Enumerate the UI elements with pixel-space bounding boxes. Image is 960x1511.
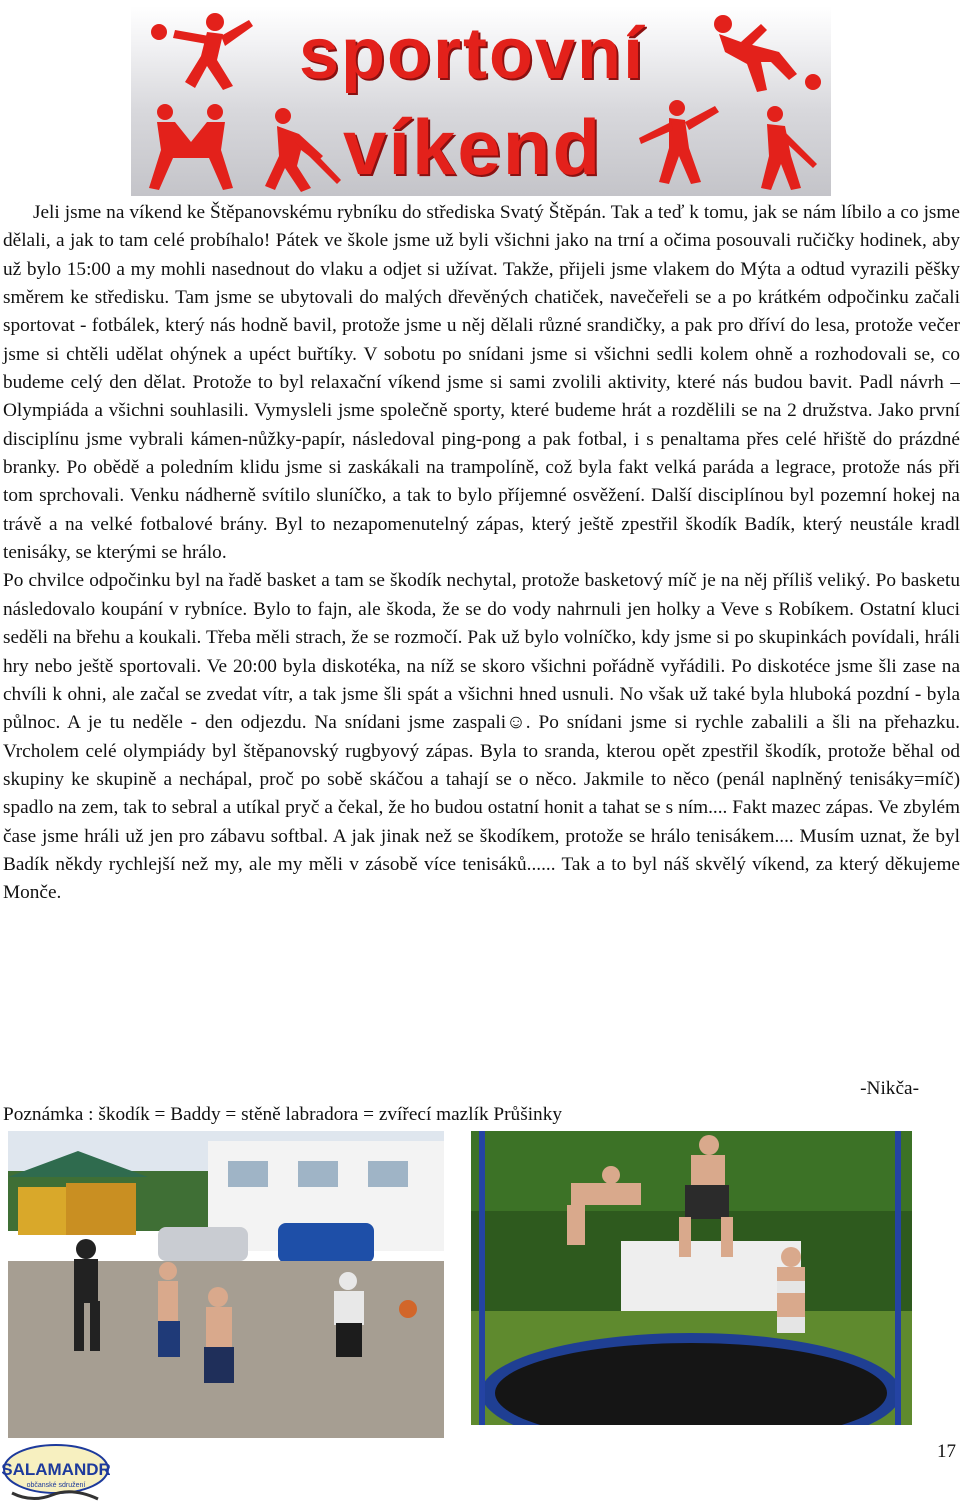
banner-title-word-2: víkend: [343, 103, 603, 191]
tennis-player-icon: [629, 98, 721, 188]
hockey-player-icon: [253, 106, 349, 192]
photo-trampoline: [471, 1131, 912, 1425]
salamandr-logo: [2, 1441, 110, 1503]
banner-title-word-1: sportovní: [299, 14, 646, 94]
logo-text: SALAMANDR: [2, 1460, 110, 1479]
wrestling-icon: [135, 102, 247, 192]
article-paragraph-2: Po chvilce odpočinku byl na řadě basket a tam se škodík nechytal, protože basketový míč je na něj příliš veliký. Po basketu následovalo koupání v rybníce. Bylo to fajn, ale škoda, že se do vody nahrnuli jen holky a Veve s Robíkem. Ostatní kluci seděli na břehu a koukali. Třeba měli strach, že se rozmočí. Pak už bylo volníčko, kdy jsme si po skupinkách povídali, hráli hry nebo ještě sportovali. Ve 20:00 byla diskotéka, na níž se skoro všichni pořádně vyřádili. Po diskotéce jsme šli zase na chvíli k ohni, ale začal se zvedat vítr, a tak jsme šli spát a všichni hned usnuli. No však už také byla hluboká pozdní - byla půlnoc. A je tu neděle - den odjezdu. Na snídani jsme zaspali☺. Po snídani jsme si rychle zabalili a šli na přehazku. Vrcholem celé olympiády byl štěpanovský rugbyový zápas. Byla to sranda, kterou opět zpestřil škodík, protože běhal od skupiny ke skupině a nechápal, proč po sobě skáčou a tahají se o něco. Jakmile to něco (penál naplněný tenisáky=míč) spadlo na zem, tak to sebral a utíkal pryč a čekal, že ho budou ostatní honit a tahat se s ním.... Fakt mazec zápas. Ve zbylém čase jsme hráli už jen pro zábavu softbal. A jak jinak než se škodíkem, protože se hrálo tenisákem.... Musím uznat, že byl Badík někdy rychlejší než my, ale my měli v zásobě více tenisáků...... Tak a to byl náš skvělý víkend, za který děkujeme Monče.: [3, 570, 960, 904]
article-paragraph-1: Jeli jsme na víkend ke Štěpanovskému rybníku do střediska Svatý Štěpán. Tak a teď k tomu, jak se nám líbilo a co jsme dělali, a jak to tam celé probíhalo! Pátek ve škole jsme už byli všichni jako na trní a očima posouvali ručičky hodinek, aby už bylo 15:00 a my mohli nasednout do vlaku a odjet si užívat. Takže, přijeli jsme vlakem do Mýta a odtud vyrazili pěšky směrem ke středisku. Tam jsme se ubytovali do malých dřevěných chatiček, navečeřeli se a po krátkém odpočinku začali sportovat - fotbálek, který nás hodně bavil, protože jsme u něj dělali různé srandičky, a pak pro dříví do lesa, protože večer jsme si chtěli udělat ohýnek a upéct buřtíky. V sobotu po snídani jsme si všichni sedli kolem ohně a rozhodovali se, co budeme celý den dělat. Protože to byl relaxační víkend jsme si sami zvolili aktivity, které nás budou bavit. Padl návrh – Olympiáda a všichni souhlasili. Vymysleli jsme společně sporty, které budeme hrát a rozdělili se na 2 družstva. Jako první disciplínu jsme vybrali kámen-nůžky-papír, následoval ping-pong a pak fotbal, i s penaltama přes celé hřiště do prázdné branky. Po obědě a poledním klidu jsme si zaskákali na trampolíně, což byla fakt velká paráda a legrace, protože nás při tom sprchovali. Venku nádherně svítilo sluníčko, a tak to bylo příjemné osvěžení. Další disciplínou byl pozemní hokej na trávě a na velké fotbalové brány. Byl to nezapomenutelný zápas, který ještě zpestřil škodík Badík, který neustále kradl tenisáky, se kterými se hrálo.: [3, 202, 960, 564]
author-signature: -Nikča-: [860, 1078, 919, 1099]
banner: [131, 6, 831, 196]
photo-basketball-game: [8, 1131, 444, 1438]
basketball-player-icon: [701, 12, 829, 96]
page-number: 17: [937, 1441, 956, 1462]
footnote: Poznámka : škodík = Baddy = stěně labradora = zvířecí mazlík Průšinky: [3, 1104, 562, 1125]
article: [3, 199, 960, 908]
volleyball-player-icon: [137, 10, 257, 96]
golf-player-icon: [735, 104, 827, 192]
logo-subtext: občanské sdružení: [26, 1482, 86, 1489]
